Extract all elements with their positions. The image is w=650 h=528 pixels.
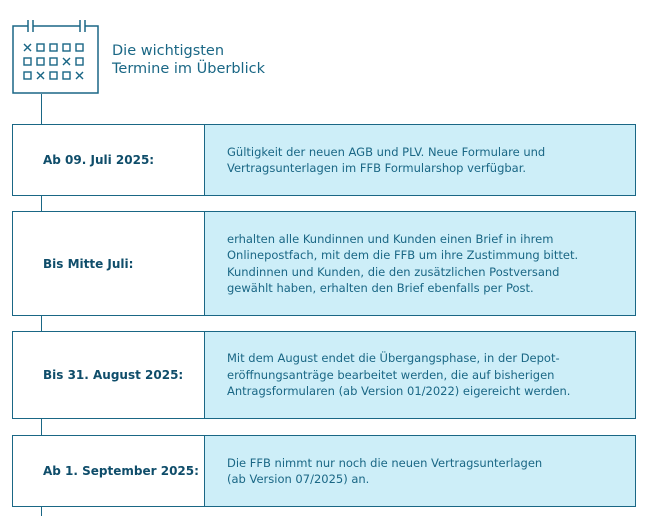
timeline-date: Bis 31. August 2025: bbox=[12, 331, 205, 419]
timeline-date: Bis Mitte Juli: bbox=[12, 211, 205, 316]
timeline-date: Ab 09. Juli 2025: bbox=[12, 124, 205, 196]
description-line: Vertragsunterlagen im FFB Formularshop verfügbar. bbox=[227, 161, 527, 175]
description-line: eröffnungsanträge bearbeitet werden, die auf bisherigen bbox=[227, 367, 555, 382]
description-line: Mit dem August endet die Übergangsphase, in der Depot- bbox=[227, 351, 560, 366]
timeline-description bbox=[205, 124, 636, 196]
title-line-2: Termine im Überblick bbox=[112, 61, 265, 77]
description-line: Antragsformularen (ab Version 01/2022) eigereicht werden. bbox=[227, 384, 571, 399]
timeline-description bbox=[205, 331, 636, 419]
timeline-description bbox=[205, 211, 636, 316]
timeline-row bbox=[12, 211, 636, 316]
calendar-icon bbox=[10, 18, 102, 96]
timeline-date: Ab 1. September 2025: bbox=[12, 435, 205, 507]
description-line: erhalten alle Kundinnen und Kunden einen Brief in ihrem bbox=[227, 231, 554, 246]
timeline-row bbox=[12, 124, 636, 196]
timeline-row bbox=[12, 331, 636, 419]
description-line: gewählt haben, erhalten den Brief ebenfalls per Post. bbox=[227, 281, 534, 295]
description-line: Gültigkeit der neuen AGB und PLV. Neue Formulare und bbox=[227, 144, 546, 159]
timeline-row bbox=[12, 435, 636, 507]
description-line: Die FFB nimmt nur noch die neuen Vertragsunterlagen bbox=[227, 455, 543, 470]
description-line: (ab Version 07/2025) an. bbox=[227, 472, 370, 486]
description-line: Kundinnen und Kunden, die den zusätzlichen Postversand bbox=[227, 264, 560, 279]
page-title bbox=[112, 42, 265, 78]
header bbox=[0, 0, 650, 110]
timeline-description bbox=[205, 435, 636, 507]
description-line: Onlinepostfach, mit dem die FFB um ihre Zustimmung bittet. bbox=[227, 248, 579, 262]
title-line-1: Die wichtigsten bbox=[112, 43, 225, 59]
